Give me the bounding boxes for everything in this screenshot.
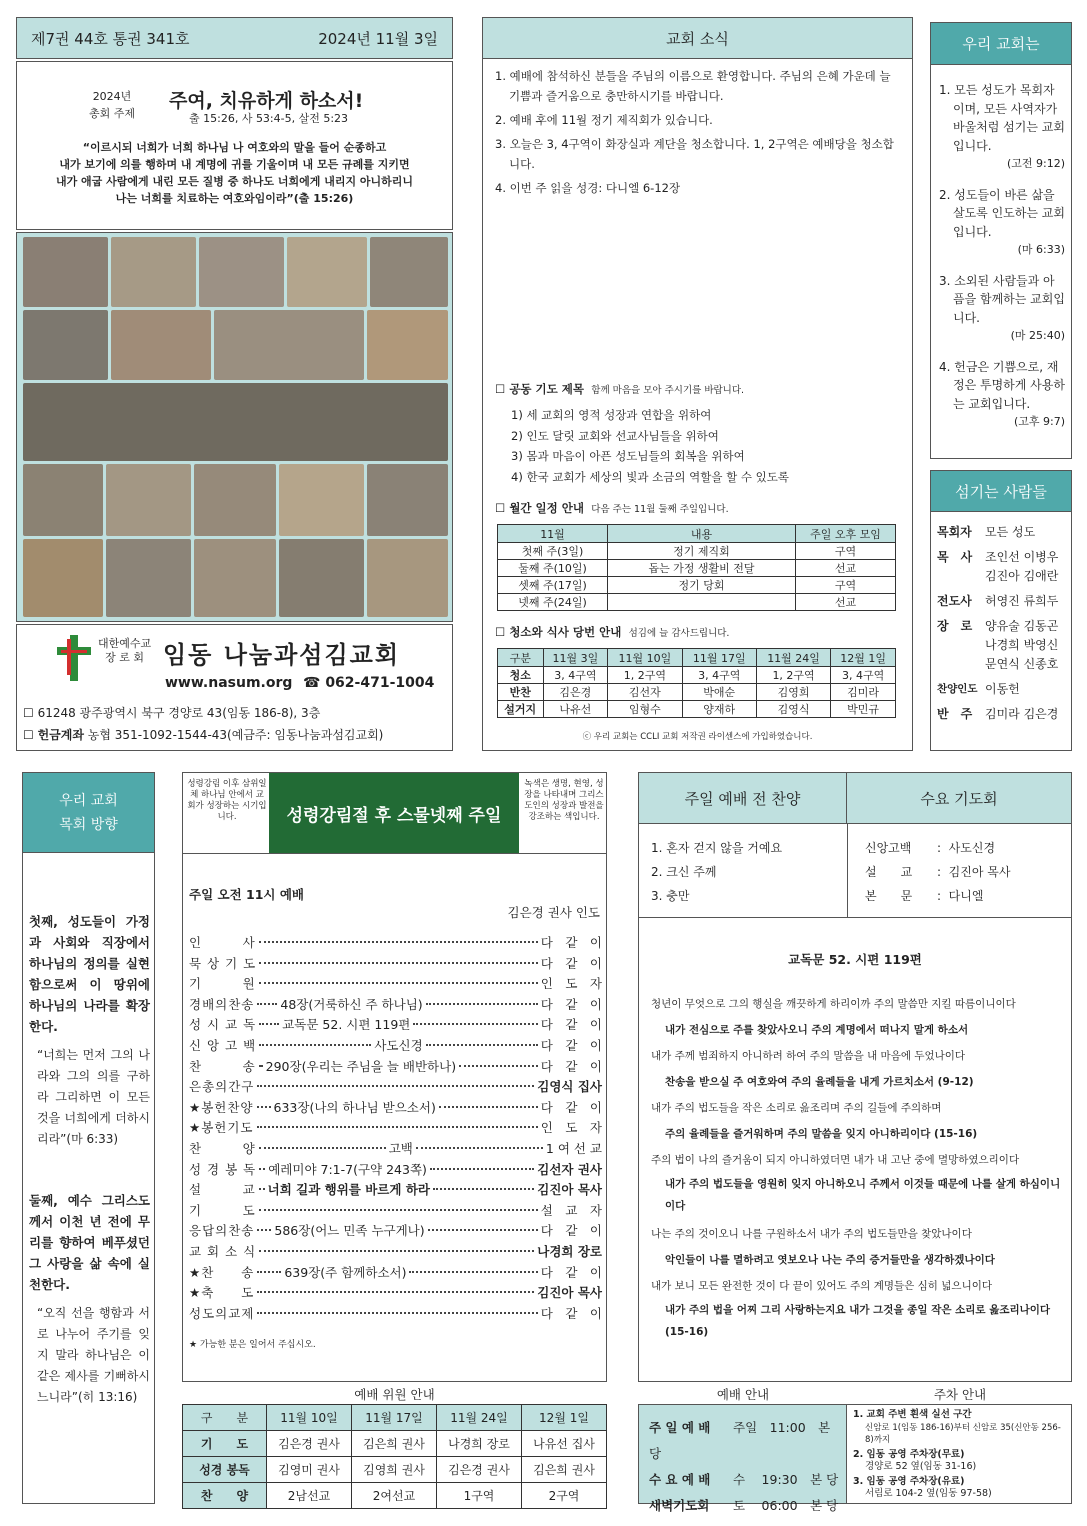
theme-refs: 출 15:26, 사 53:4-5, 살전 5:23 (189, 112, 349, 125)
our-church-title: 우리 교회는 (931, 23, 1071, 65)
schedule-parking-box (638, 1404, 1072, 1513)
reading-line: 내가 주의 법도들을 작은 소리로 읊조리며 주의 길들에 주의하며 (651, 1102, 942, 1114)
photo (194, 464, 276, 536)
schedule-row: 주 일 예 배 주일 11:00 본 당 (649, 1420, 831, 1461)
church-address: ☐ 61248 광주광역시 북구 경양로 43(임동 186-8), 3층 (23, 706, 321, 720)
servers-title: 섬기는 사람들 (931, 471, 1071, 512)
server-row: 반 주 김미라 김은경 (937, 707, 1059, 721)
photo (23, 464, 103, 536)
order-row: 찬 양 고백 1 여 선 교 (189, 1140, 603, 1156)
ministry-direction-panel (22, 772, 155, 1504)
photo-collage (16, 232, 453, 622)
schedule-title: 예배 안내 (716, 1387, 770, 1402)
committee-table: 구 분 11월 10일 11월 17일 11월 24일 12월 1일 기 도 김은경 권사 김은희 권사 나경희 장로 나유선 집사 성경 봉독 김영미 권사 김영희 권사 김은경 권사 김은희 권사 찬 양 2남선교 2여선교 1구역 2구역 (182, 1404, 607, 1509)
direction-quote-1: “너희는 먼저 그의 나라와 그의 의를 구하라 그리하면 이 모든 것을 너희에게 더하시리라”(마 6:33) (37, 1048, 150, 1146)
photo (194, 539, 276, 617)
reading-line: 주의 법이 나의 즐거움이 되지 아니하였더면 내가 내 고난 중에 멸망하였으리이다 (651, 1154, 1020, 1166)
photo (111, 237, 196, 307)
issue-number: 제7권 44호 통권 341호 (31, 29, 190, 48)
reading-title: 교독문 52. 시편 119편 (788, 952, 922, 967)
theme-verse-line: 나는 너희를 치료하는 여호와임이라”(출 15:26) (115, 192, 354, 205)
news-panel (482, 17, 913, 751)
order-row: 응답의찬송 586장(어느 민족 누구게나) 다 같 이 (189, 1223, 602, 1239)
photo (279, 464, 364, 536)
parking-list (853, 1409, 1067, 1501)
direction-second: 둘째, 예수 그리스도께서 이천 년 전에 무리를 향하여 베푸셨던 그 사랑을 삶 속에 실천한다. (29, 1193, 150, 1292)
order-row: 성도의교제 다 같 이 (189, 1305, 602, 1321)
theme-year: 2024년 (92, 90, 132, 103)
news-title: 교회 소식 (483, 18, 912, 59)
theme-verse-line: 내가 애굽 사람에게 내린 모든 질병 중 하나도 너희에게 내리지 아니하리니 (55, 175, 414, 188)
reading-line: 내가 주께 범죄하지 아니하려 하여 주의 말씀을 내 마음에 두었나이다 (651, 1050, 966, 1062)
monthly-table: 11월 내용 주일 오후 모임 첫째 주(3일) 정기 제직회 구역 둘째 주(10일) 돕는 가정 생활비 전달 선교 셋째 주(17일) 정기 당회 구역 넷째 주(24일) 선교 (497, 524, 896, 611)
monthly-heading: ☐ 월간 일정 안내 다음 주는 11월 둘째 주일입니다. (495, 501, 729, 515)
our-church-item: 3. 소외된 사람들과 아픔을 함께하는 교회입니다. (마 25:40) (939, 273, 1065, 342)
direction-title: 우리 교회 목회 방향 (23, 773, 154, 853)
reading-line: 나는 주의 것이오니 나를 구원하소서 내가 주의 법도들만을 찾았나이다 (651, 1228, 972, 1240)
order-row: 인 사 다 같 이 (189, 935, 602, 950)
photo (106, 464, 191, 536)
our-church-item: 4. 헌금은 기쁨으로, 재정은 투명하게 사용하는 교회입니다. (고후 9:7) (939, 359, 1065, 428)
photo (279, 539, 364, 617)
duty-heading: ☐ 청소와 식사 당번 안내 섬김에 늘 감사드립니다. (495, 625, 730, 639)
reading-line: 찬송을 받으실 주 여호와여 주의 율례들을 내게 가르치소서 (9-12) (665, 1076, 974, 1088)
prayer-item: 4) 한국 교회가 세상의 빛과 소금의 역할을 할 수 있도록 (511, 469, 789, 484)
parking-item: 3. 임동 공영 주차장(유료) 서림로 104-2 옆(임동 97-58) (853, 1475, 992, 1499)
photo (106, 539, 191, 617)
order-row: 설 교 너희 길과 행위를 바르게 하라 김진아 목사 (189, 1182, 602, 1198)
photo (214, 310, 364, 380)
photo (23, 310, 108, 380)
prayer-item: 2) 인도 달릿 교회와 선교사님들을 위하여 (511, 428, 719, 443)
theme-label: 총회 주제 (89, 107, 136, 120)
order-row: 경배의찬송 48장(거룩하신 주 하나님) 다 같 이 (189, 996, 602, 1012)
church-info (16, 624, 453, 751)
reading-line: 내가 보니 모든 완전한 것이 다 끝이 있어도 주의 계명들은 심히 넓으니이다 (651, 1280, 993, 1292)
order-row: 신 앙 고 백 사도신경 다 같 이 (189, 1037, 602, 1053)
order-list (189, 933, 602, 1324)
church-name: 임동 나눔과섬김교회 (163, 641, 401, 669)
reading-line: 주의 율례들을 즐거워하며 주의 말씀을 잊지 아니하리이다 (15-16) (665, 1128, 978, 1140)
duty-table: 구분 11월 3일 11월 10일 11월 17일 11월 24일 12월 1일 청소 3, 4구역 1, 2구역 3, 4구역 1, 2구역 3, 4구역 반찬 김은경 김선자 박애순 김영희 김미라 설거지 나유선 임형수 양재하 김영식 박민규 (497, 648, 896, 718)
order-row: 기 원 인 도 자 (189, 976, 602, 992)
photo (370, 237, 448, 307)
worship-order-panel (182, 772, 607, 1382)
photo (367, 310, 448, 380)
offering-account: ☐ 헌금계좌 농협 351-1092-1544-43(예금주: 임동나눔과섬김교회) (23, 728, 384, 742)
reading-line: 내가 전심으로 주를 찾았사오니 주의 계명에서 떠나지 말게 하소서 (665, 1024, 969, 1036)
order-row: 성 경 봉 독 예레미야 7:1-7(구약 243쪽) 김선자 권사 (189, 1161, 602, 1177)
news-item: 2. 예배 후에 11월 정기 제직회가 있습니다. (495, 113, 713, 127)
photo (367, 539, 448, 617)
order-row: ★축 도 김진아 목사 (189, 1285, 602, 1301)
wednesday-row: 설 교 : 김진아 목사 (865, 865, 1011, 879)
server-row: 장 로 양유술 김동곤 나경희 박영신 문연식 신종호 (937, 619, 1059, 671)
order-row: 기 도 설 교 자 (189, 1202, 602, 1218)
news-item: 3. 오늘은 3, 4구역이 화장실과 계단을 청소합니다. 1, 2구역은 예배당을 청소합니다. (495, 137, 894, 171)
church-url[interactable]: www.nasum.org (165, 675, 293, 691)
season-note-left: 성령강림 이후 삼위일체 하나님 안에서 교회가 성장하는 시기입니다. (187, 779, 267, 822)
order-row: ★찬 송 639장(주 함께하소서) 다 같 이 (189, 1264, 602, 1280)
issue-date: 2024년 11월 3일 (318, 29, 438, 48)
our-church-panel (930, 22, 1072, 459)
reading-text (651, 991, 1061, 1343)
parking-title: 주차 안내 (933, 1387, 987, 1402)
photo (199, 237, 284, 307)
theme-box (16, 61, 453, 230)
season-note-right: 녹색은 생명, 현영, 성장을 나타내며 그리스도인의 성장과 발전을 강조하는 색입니다. (524, 779, 604, 822)
news-item: 1. 예배에 참석하신 분들을 주님의 이름으로 환영합니다. 주님의 은혜 가운데 늘 기쁨과 즐거움으로 충만하시기를 바랍니다. (495, 69, 891, 103)
photo (111, 310, 211, 380)
theme-verse-line: “이르시되 너희가 너희 하나님 나 여호와의 말을 들어 순종하고 (82, 141, 387, 154)
praise-reading-panel (638, 772, 1072, 1382)
reading-line: 내가 주의 법을 어찌 그리 사랑하는지요 내가 그것을 종일 작은 소리로 읊조리나이다 (15-16) (665, 1304, 1051, 1338)
prayer-item: 1) 세 교회의 영적 성장과 연합을 위하여 (511, 408, 712, 422)
reading-line: 청년이 무엇으로 그의 행실을 깨끗하게 하리이까 주의 말씀만 지킬 따름이니이다 (651, 998, 1016, 1010)
schedule-list (639, 1405, 847, 1513)
photo (287, 237, 367, 307)
order-row: 교 회 소 식 나경희 장로 (189, 1243, 602, 1259)
committee-title: 예배 위원 안내 (354, 1387, 435, 1402)
worship-title: 성령강림절 후 스물넷째 주일 (269, 773, 519, 853)
order-row: 묵 상 기 도 다 같 이 (189, 955, 602, 971)
denomination: 대한예수교 (98, 637, 152, 650)
photo-group (23, 383, 448, 461)
order-row: ★봉헌기도 인 도 자 (189, 1120, 602, 1136)
direction-quote-2: “오직 선을 행함과 서로 나누어 주기를 잊지 말라 하나님은 이 같은 제사를 기뻐하시느니라”(히 13:16) (37, 1306, 150, 1404)
order-row: 찬 송 290장(우리는 주님을 늘 배반하나) 다 같 이 (189, 1058, 602, 1074)
photo (23, 539, 103, 617)
church-logo (53, 633, 95, 683)
reading-line: 악인들이 나를 멸하려고 엿보오나 나는 주의 증거들만을 생각하겠나이다 (665, 1254, 995, 1266)
theme-title: 주여, 치유하게 하소서! (169, 90, 364, 112)
standing-note: ★ 가능한 분은 일어서 주십시오. (189, 1340, 316, 1350)
servers-panel (930, 470, 1072, 751)
order-row: 은총의간구 김영식 집사 (189, 1079, 602, 1095)
praise-song: 3. 충만 (651, 889, 690, 903)
our-church-item: 1. 모든 성도가 목회자이며, 모든 사역자가 바울처럼 섬기는 교회입니다. (고전 9:12) (939, 83, 1065, 170)
news-item: 4. 이번 주 읽을 성경: 다니엘 6-12장 (495, 181, 681, 195)
ccli-note: ⓒ 우리 교회는 CCLI 교회 저작권 라이센스에 가입하였습니다. (582, 732, 813, 742)
wednesday-row: 신앙고백 : 사도신경 (865, 841, 996, 855)
order-row: ★봉헌찬양 633장(나의 하나님 받으소서) 다 같 이 (189, 1099, 602, 1115)
photo (23, 237, 108, 307)
order-row: 성 시 교 독 교독문 52. 시편 119편 다 같 이 (189, 1017, 602, 1033)
service-leader: 김은경 권사 인도 (507, 905, 600, 920)
server-row: 전도사 허영진 류희두 (937, 594, 1059, 608)
photo (367, 464, 448, 536)
theme-verse-line: 내가 보기에 의를 행하며 내 계명에 귀를 기울이며 내 모든 규례를 지키면 (59, 158, 410, 171)
prayer-item: 3) 몸과 마음이 아픈 성도님들의 회복을 위하여 (511, 449, 745, 463)
praise-song: 2. 크신 주께 (651, 865, 717, 879)
our-church-item: 2. 성도들이 바른 삶을 살도록 인도하는 교회입니다. (마 6:33) (939, 187, 1065, 256)
schedule-row: 수 요 예 배 수 19:30 본 당 (649, 1472, 839, 1487)
church-phone: ☎ 062-471-1004 (303, 675, 435, 691)
prayer-heading: ☐ 공동 기도 제목 함께 마음을 모아 주시기를 바랍니다. (495, 382, 745, 396)
schedule-row: 새벽기도회 토 06:00 본 당 (649, 1498, 839, 1513)
wednesday-title: 수요 기도회 (847, 773, 1071, 824)
direction-first: 첫째, 성도들이 가정과 사회와 직장에서 하나님의 정의를 실현함으로써 이 땅위에 하나님의 나라를 확장한다. (29, 914, 150, 1034)
wednesday-row: 본 문 : 다니엘 (865, 889, 984, 903)
denomination-sub: 장 로 회 (105, 651, 144, 664)
praise-song: 1. 혼자 걷지 않을 거예요 (651, 841, 783, 855)
reading-line: 내가 주의 법도들을 영원히 잊지 아니하오니 주께서 이것들 때문에 나를 살게 하심이니이다 (665, 1178, 1061, 1212)
service-time: 주일 오전 11시 예배 (189, 887, 304, 902)
parking-item: 2. 임동 공영 주차장(무료) 경양로 52 옆(임동 31-16) (853, 1448, 977, 1472)
server-row: 목회자 모든 성도 (937, 525, 1036, 539)
praise-title: 주일 예배 전 찬양 (639, 773, 847, 824)
server-row: 목 사 조인선 이병우 김진아 김애란 (937, 550, 1059, 583)
parking-item: 1. 교회 주변 흰색 실선 구간 신암로 1(임동 186-16)부터 신암로 35(신안동 256-8)까지 (853, 1409, 1061, 1445)
server-row: 찬양인도 이동헌 (937, 682, 1020, 696)
issue-header (16, 17, 453, 59)
